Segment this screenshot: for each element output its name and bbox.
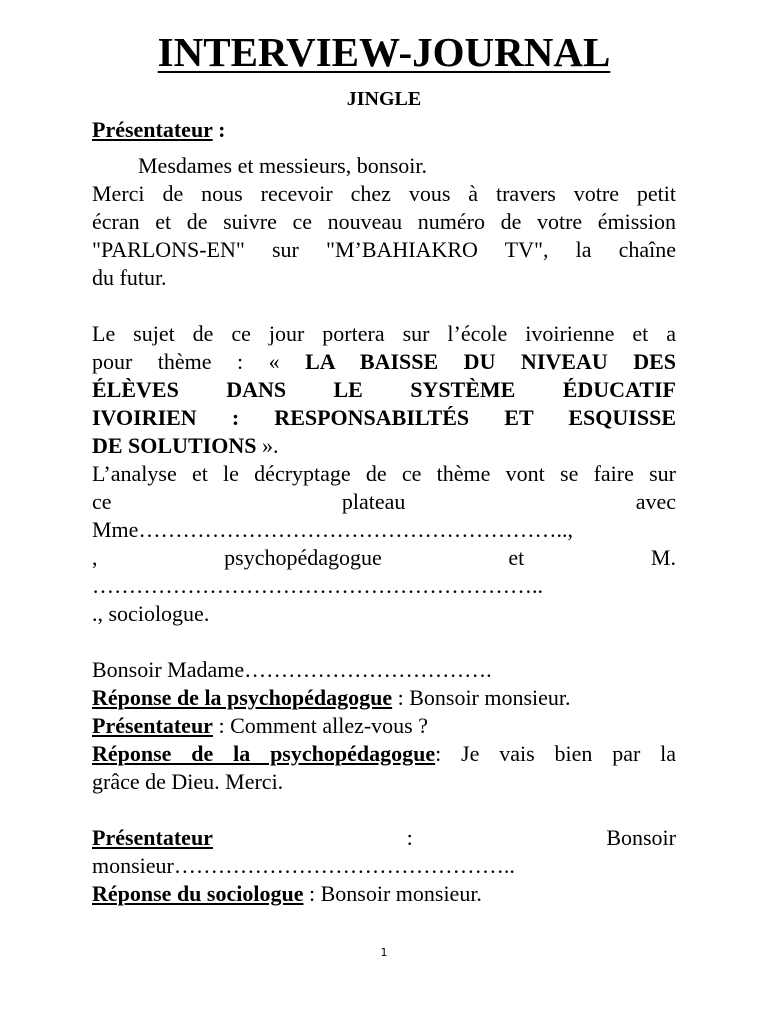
paragraph-spacer [92, 628, 676, 656]
analysis-line: …………………………………………………….. [92, 573, 543, 598]
analysis-line: ., sociologue. [92, 601, 210, 626]
intro-line: Merci de nous recevoir chez vous à travers votre petit [92, 181, 676, 206]
theme-line: IVOIRIEN : RESPONSABILTÉS ET ESQUISSE [92, 405, 676, 430]
speaker-label: Présentateur [92, 825, 213, 850]
theme-line: ÉLÈVES DANS LE SYSTÈME ÉDUCATIF [92, 377, 676, 402]
dialogue-line [92, 740, 676, 768]
dialogue-line: monsieur……………………………………….. [92, 853, 515, 878]
intro-line: écran et de suivre ce nouveau numéro de votre émission [92, 209, 676, 234]
intro-line: du futur. [92, 265, 167, 290]
paragraph-spacer [92, 796, 676, 824]
speaker-label: Présentateur [92, 713, 213, 738]
dialogue-line [92, 824, 676, 852]
paragraph-spacer [92, 292, 676, 320]
analysis-line: L’analyse et le décryptage de ce thème vont se faire sur [92, 461, 676, 486]
document-title: INTERVIEW-JOURNAL [157, 29, 611, 75]
dialogue-text: : Je vais bien par la [435, 741, 677, 766]
dialogue-text: : Bonsoir [212, 825, 676, 850]
speaker-label: Réponse du sociologue [92, 881, 304, 906]
theme-text: DE SOLUTIONS [92, 433, 257, 458]
theme-text: LA BAISSE DU NIVEAU DES [305, 349, 676, 374]
document-page [92, 22, 676, 908]
dialogue-line: grâce de Dieu. Merci. [92, 769, 284, 794]
dialogue-line [92, 712, 676, 740]
theme-line [92, 432, 676, 460]
analysis-line: , psychopédagogue et M. [92, 545, 676, 570]
dialogue-text: : Bonsoir monsieur. [392, 685, 571, 710]
greeting-line: Mesdames et messieurs, bonsoir. [138, 153, 428, 178]
speaker-colon: : [212, 117, 226, 142]
theme-suffix: ». [256, 433, 279, 458]
intro-line: "PARLONS-EN" sur "M’BAHIAKRO TV", la chaîne [92, 237, 676, 262]
page-number: 1 [380, 946, 388, 959]
dialogue-text: : Bonsoir monsieur. [303, 881, 482, 906]
jingle-heading: JINGLE [346, 88, 422, 110]
dialogue-line [92, 684, 676, 712]
speaker-label: Réponse de la psychopédagogue [92, 741, 436, 766]
subject-line: Le sujet de ce jour portera sur l’école ivoirienne et a [92, 321, 676, 346]
analysis-line: ce plateau avec [92, 489, 676, 514]
theme-prefix: pour thème : « [92, 349, 306, 374]
speaker-label: Présentateur [92, 117, 213, 142]
speaker-label: Réponse de la psychopédagogue [92, 685, 393, 710]
dialogue-text: : Comment allez-vous ? [212, 713, 429, 738]
theme-line [92, 348, 676, 376]
analysis-line: Mme………………………………………………….., [92, 517, 573, 542]
presenter-heading [92, 116, 676, 144]
dialogue-line: Bonsoir Madame……………………………. [92, 657, 492, 682]
dialogue-line [92, 880, 676, 908]
